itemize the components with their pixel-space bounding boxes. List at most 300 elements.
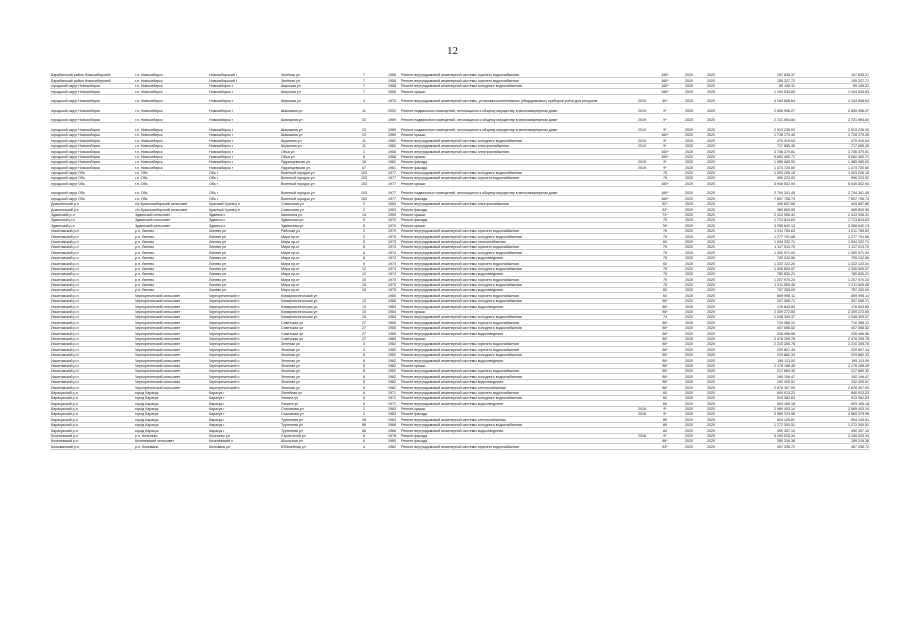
cell-house-number: 3 (354, 234, 374, 239)
cell-year-built: 1968 (384, 422, 400, 427)
cell-municipal-district: городской округ Обь (50, 181, 134, 186)
cell-locality: Новосибирск г (208, 132, 280, 137)
cell-settlement: г.п. Новосибирск (134, 132, 208, 137)
cell-year-built: 2002 (384, 104, 400, 114)
cell-municipal-district: Искитимский р-н (50, 336, 134, 341)
cell-settlement: р.п. Линево (134, 266, 208, 271)
cell-total-cost: 1 300 971.93 (722, 250, 796, 255)
cell-wear-percent: 60 (652, 390, 678, 395)
cell-work-type: Ремонт внутридомовой инженерной системы холодного водоснабжения (400, 170, 632, 175)
cell-street: Советская ул (280, 325, 354, 330)
cell-municipal-district: Искитимский р-н (50, 325, 134, 330)
cell-plan-start-year: 2020 (678, 401, 700, 406)
cell-locality: Линево рп (208, 255, 280, 260)
cell-settlement: Здвинский сельсовет (134, 212, 208, 217)
cell-fund-cost: 2 805 996.27 (796, 104, 870, 114)
cell-municipal-district: Карасукский р-н (50, 390, 134, 395)
cell-plan-end-year: 2020 (700, 288, 722, 293)
cell-locality: Карасук г (208, 395, 280, 400)
cell-fund-cost: 176 843.83 (796, 304, 870, 309)
cell-municipal-district: Искитимский р-н (50, 298, 134, 303)
cell-wear-percent: 75 (652, 255, 678, 260)
cell-total-cost: 710 368.12 (722, 320, 796, 325)
cell-year-built: 1975 (384, 277, 400, 282)
cell-plan-end-year: 2020 (700, 325, 722, 330)
cell-wear-percent: 96* (652, 325, 678, 330)
cell-fund-cost: 1 104 534.83 (796, 89, 870, 94)
cell-plan-end-year: 2020 (700, 196, 722, 201)
cell-plan-end-year: 2020 (700, 309, 722, 314)
cell-street: Мира пр-кт (280, 234, 354, 239)
cell-municipal-district: Колыванский р-н (50, 444, 134, 449)
cell-house-number: 11 (354, 138, 374, 143)
cell-plan-start-year: 2020 (678, 113, 700, 123)
cell-settlement: г.п. Новосибирск (134, 159, 208, 164)
cell-settlement: Чернореченский сельсовет (134, 293, 208, 298)
page-number: 12 (447, 45, 458, 57)
cell-settlement: город Карасук (134, 422, 208, 427)
cell-wear-percent: 9* (652, 138, 678, 143)
cell-fund-cost: 2 178 188.45 (796, 363, 870, 368)
cell-house-number: 4 (354, 347, 374, 352)
cell-municipal-district: Искитимский р-н (50, 368, 134, 373)
cell-plan-end-year: 2020 (700, 165, 722, 170)
cell-street: Мира пр-кт (280, 282, 354, 287)
cell-work-type: Ремонт внутридомовой инженерной системы, установка коллективных (общедомовых) приборов учета для ресурсов (400, 94, 632, 104)
cell-fund-cost: 1 473 720.60 (796, 165, 870, 170)
cell-settlement: город Карасук (134, 417, 208, 422)
cell-fund-cost: 1 300 971.93 (796, 250, 870, 255)
cell-municipal-district: Искитимский р-н (50, 358, 134, 363)
cell-plan-start-year: 2020 (678, 78, 700, 83)
cell-street: Зеленая ул (280, 352, 354, 357)
cell-street: Зеленая ул (280, 379, 354, 384)
cell-plan-start-year: 2020 (678, 244, 700, 249)
cell-plan-start-year: 2020 (678, 223, 700, 228)
cell-work-type: Ремонт фасада (400, 159, 632, 164)
cell-work-type: Ремонт внутридомовой инженерной системы горячего водоснабжения (400, 261, 632, 266)
cell-fund-cost: 1 117 013.70 (796, 244, 870, 249)
cell-municipal-district: Искитимский р-н (50, 341, 134, 346)
cell-wear-percent: 96* (652, 439, 678, 444)
cell-locality: Линево рп (208, 244, 280, 249)
cell-settlement: город Карасук (134, 395, 208, 400)
cell-fund-cost: 2 309 272.65 (796, 309, 870, 314)
cell-plan-start-year: 2020 (678, 212, 700, 217)
cell-municipal-district: Искитимский р-н (50, 320, 134, 325)
cell-locality: Чернореченский п (208, 315, 280, 320)
cell-locality: Линево рп (208, 234, 280, 239)
cell-total-cost: 289 316.38 (722, 439, 796, 444)
cell-house-number: 28 (354, 417, 374, 422)
cell-work-type: Ремонт внутридомовой инженерной системы холодного водоснабжения (400, 374, 632, 379)
cell-settlement: Чернореченский сельсовет (134, 379, 208, 384)
cell-fund-cost: 1 048 309.37 (796, 315, 870, 320)
cell-house-number: 9 (354, 261, 374, 266)
cell-work-type: Ремонт внутридомовой инженерной системы горячего водоснабжения (400, 228, 632, 233)
cell-municipal-district: городской округ Новосибирск (50, 94, 134, 104)
cell-total-cost: 2 704 341.45 (722, 186, 796, 196)
cell-year-built: 1971 (384, 390, 400, 395)
cell-plan-end-year: 2020 (700, 255, 722, 260)
cell-work-type: Ремонт внутридомовой инженерной системы теплоснабжения (400, 417, 632, 422)
cell-plan-end-year: 2020 (700, 341, 722, 346)
cell-inspection-year: 2018 (632, 412, 652, 417)
cell-municipal-district: Барабинский район Новосибирский (50, 78, 134, 83)
cell-house-number: 4 (354, 341, 374, 346)
cell-locality: Обь г (208, 181, 280, 186)
cell-plan-end-year: 2020 (700, 304, 722, 309)
cell-street: Советская ул (280, 331, 354, 336)
cell-street: Мира пр-кт (280, 271, 354, 276)
cell-plan-end-year: 2020 (700, 395, 722, 400)
cell-settlement: г.п. Обь (134, 196, 208, 201)
cell-year-built: 1969 (384, 439, 400, 444)
cell-locality: Чернореченский п (208, 325, 280, 330)
cell-street: Коммунистическая ул (280, 298, 354, 303)
cell-plan-start-year: 2020 (678, 104, 700, 114)
cell-locality: Коченевский п (208, 439, 280, 444)
cell-wear-percent: 96* (652, 336, 678, 341)
cell-plan-start-year: 2020 (678, 89, 700, 94)
cell-wear-percent: 60 (652, 293, 678, 298)
cell-inspection-year: 2019 (632, 104, 652, 114)
cell-settlement: г.п. Новосибирск (134, 123, 208, 133)
cell-street: Мира пр-кт (280, 250, 354, 255)
cell-house-number: 88 (354, 428, 374, 433)
cell-municipal-district: Здвинский р-н (50, 218, 134, 223)
cell-settlement: с/с Красносибирский сельсовет (134, 201, 208, 206)
cell-year-built: 1975 (384, 288, 400, 293)
cell-locality: Чернореченский п (208, 368, 280, 373)
cell-inspection-year: 2019 (632, 123, 652, 133)
cell-total-cost: 190 106.47 (722, 374, 796, 379)
cell-plan-end-year: 2020 (700, 89, 722, 94)
cell-total-cost: 1 003 206.18 (722, 170, 796, 175)
cell-wear-percent: 75 (652, 271, 678, 276)
cell-work-type: Ремонт внутридомовой инженерной системы холодного водоснабжения (400, 83, 632, 88)
cell-work-type: Ремонт внутридомовой инженерной системы горячего водоснабжения (400, 368, 632, 373)
cell-year-built: 1982 (384, 444, 400, 449)
cell-street: Совхозная ул (280, 207, 354, 212)
cell-house-number: 6 (354, 352, 374, 357)
cell-plan-start-year: 2020 (678, 143, 700, 148)
cell-municipal-district: городской округ Новосибирск (50, 149, 134, 154)
cell-wear-percent: 160* (652, 89, 678, 94)
cell-total-cost: 407 066.52 (722, 325, 796, 330)
cell-plan-start-year: 2020 (678, 94, 700, 104)
cell-municipal-district: городской округ Новосибирск (50, 104, 134, 114)
cell-settlement: Чернореченский сельсовет (134, 352, 208, 357)
cell-work-type: Ремонт фасада (400, 412, 632, 417)
cell-fund-cost: 503 165.18 (796, 401, 870, 406)
cell-work-type: Ремонт подвальных помещений, относящихся к общему имуществу в многоквартирном доме (400, 123, 632, 133)
cell-municipal-district: Искитимский р-н (50, 288, 134, 293)
cell-total-cost: 1 117 013.70 (722, 244, 796, 249)
cell-settlement: г.п. Обь (134, 176, 208, 181)
cell-total-cost: 228 496.96 (722, 331, 796, 336)
cell-street: Зеленая ул (280, 385, 354, 390)
cell-plan-start-year: 2020 (678, 154, 700, 159)
cell-fund-cost: 1 306 805.57 (796, 266, 870, 271)
cell-fund-cost: 229 807.44 (796, 347, 870, 352)
cell-street: Ленина ул (280, 401, 354, 406)
cell-locality: Линево рп (208, 239, 280, 244)
cell-wear-percent: 96* (652, 331, 678, 336)
cell-wear-percent: 75 (652, 266, 678, 271)
cell-settlement: Здвинский сельсовет (134, 218, 208, 223)
cell-plan-start-year: 2020 (678, 395, 700, 400)
cell-year-built: 1969 (384, 113, 400, 123)
cell-work-type: Ремонт внутридомовой инженерной системы теплоснабжения (400, 385, 632, 390)
cell-year-built: 1962 (384, 352, 400, 357)
cell-building (374, 104, 384, 114)
cell-settlement: г.п. Обь (134, 181, 208, 186)
cell-plan-start-year: 2020 (678, 433, 700, 438)
cell-plan-end-year: 2020 (700, 336, 722, 341)
cell-plan-start-year: 2020 (678, 234, 700, 239)
cell-inspection-year: 2019 (632, 165, 652, 170)
cell-house-number: 8 (354, 363, 374, 368)
cell-street: Стасовова ул (280, 412, 354, 417)
cell-plan-end-year: 2020 (700, 176, 722, 181)
cell-plan-end-year: 2020 (700, 315, 722, 320)
cell-total-cost: 3 169 025.34 (722, 433, 796, 438)
cell-municipal-district: Искитимский р-н (50, 309, 134, 314)
cell-plan-end-year: 2020 (700, 320, 722, 325)
cell-fund-cost: 1 211 509.48 (796, 282, 870, 287)
cell-work-type: Ремонт внутридомовой инженерной системы холодного водоснабжения (400, 234, 632, 239)
cell-wear-percent: 76 (652, 170, 678, 175)
cell-locality: Линево рп (208, 261, 280, 266)
cell-street: Коммунистическая ул (280, 309, 354, 314)
cell-fund-cost: 228 496.96 (796, 331, 870, 336)
cell-wear-percent: 89 (652, 417, 678, 422)
cell-wear-percent: 96* (652, 304, 678, 309)
cell-settlement: город Карасук (134, 401, 208, 406)
cell-total-cost: 3 969 379.96 (722, 412, 796, 417)
cell-work-type: Ремонт внутридомовой инженерной системы электроснабжения (400, 143, 632, 148)
cell-plan-start-year: 2020 (678, 255, 700, 260)
cell-total-cost: 2 913 236.00 (722, 123, 796, 133)
cell-work-type: Ремонт внутридомовой инженерной системы горячего водоснабжения (400, 444, 632, 449)
cell-plan-end-year: 2020 (700, 123, 722, 133)
cell-plan-start-year: 2020 (678, 304, 700, 309)
cell-locality: Новосибирск г (208, 143, 280, 148)
cell-settlement: Чернореченский сельсовет (134, 385, 208, 390)
cell-plan-end-year: 2020 (700, 244, 722, 249)
cell-fund-cost: 1 713 814.63 (796, 218, 870, 223)
cell-plan-start-year: 2020 (678, 218, 700, 223)
cell-plan-start-year: 2020 (678, 315, 700, 320)
cell-house-number: 14 (354, 212, 374, 217)
cell-house-number: 18 (354, 288, 374, 293)
cell-fund-cost: 710 368.12 (796, 320, 870, 325)
cell-total-cost: 1 104 534.83 (722, 89, 796, 94)
cell-street: Коммунистический ул (280, 293, 354, 298)
cell-year-built: 1963 (384, 406, 400, 411)
cell-fund-cost: 849 913.23 (796, 390, 870, 395)
cell-plan-start-year: 2020 (678, 159, 700, 164)
cell-year-built: 1962 (384, 379, 400, 384)
cell-locality: Колывань рп (208, 444, 280, 449)
cell-wear-percent: 9* (652, 104, 678, 114)
cell-locality: Новосибирск г (208, 159, 280, 164)
cell-fund-cost: 7 697 706.73 (796, 196, 870, 201)
cell-settlement: город Карасук (134, 406, 208, 411)
cell-total-cost: 1 207 970.24 (722, 277, 796, 282)
cell-locality: Новосибирск г (208, 138, 280, 143)
cell-house-number: 7 (354, 73, 374, 78)
cell-work-type: Ремонт внутридомовой инженерной системы холодного водоснабжения (400, 138, 632, 143)
cell-settlement: Чернореченский сельсовет (134, 298, 208, 303)
cell-work-type: Ремонт внутридомовой инженерной системы холодного водоснабжения (400, 395, 632, 400)
cell-fund-cost: 155 327.72 (796, 78, 870, 83)
cell-settlement: г.п. Новосибирск (134, 94, 208, 104)
cell-street: Мира пр-кт (280, 239, 354, 244)
cell-year-built: 1965 (384, 325, 400, 330)
cell-fund-cost: 780 830.21 (796, 271, 870, 276)
cell-settlement: р.п. Коченево (134, 433, 208, 438)
cell-wear-percent: 96* (652, 385, 678, 390)
cell-municipal-district: Карасукский р-н (50, 401, 134, 406)
cell-locality: Обь г (208, 196, 280, 201)
cell-street: Советская ул (280, 336, 354, 341)
cell-house-number: 6 (354, 401, 374, 406)
cell-plan-end-year: 2020 (700, 159, 722, 164)
cell-municipal-district: Искитимский р-н (50, 304, 134, 309)
cell-settlement: г.п. Новосибирск (134, 83, 208, 88)
cell-plan-start-year: 2020 (678, 379, 700, 384)
cell-work-type: Ремонт подвальных помещений, относящихся к общему имуществу в многоквартирном доме (400, 104, 632, 114)
cell-plan-end-year: 2020 (700, 368, 722, 373)
cell-plan-end-year: 2020 (700, 143, 722, 148)
cell-locality: Новосибирский г (208, 78, 280, 83)
cell-municipal-district: городской округ Новосибирск (50, 138, 134, 143)
cell-wear-percent: 9* (652, 165, 678, 170)
cell-total-cost: 1 544 332.71 (722, 239, 796, 244)
cell-plan-end-year: 2020 (700, 223, 722, 228)
cell-wear-percent: 75 (652, 282, 678, 287)
cell-wear-percent: 160* (652, 186, 678, 196)
cell-plan-end-year: 2020 (700, 282, 722, 287)
cell-year-built: 1975 (384, 282, 400, 287)
cell-locality: Линево рп (208, 282, 280, 287)
cell-locality: Новосибирск г (208, 83, 280, 88)
cell-plan-end-year: 2020 (700, 331, 722, 336)
cell-locality: Чернореченский п (208, 347, 280, 352)
cell-total-cost: 2 721 594.84 (722, 113, 796, 123)
cell-plan-start-year: 2020 (678, 186, 700, 196)
cell-fund-cost: 9 682 450.71 (796, 154, 870, 159)
cell-municipal-district: Карасукский р-н (50, 406, 134, 411)
cell-total-cost: 365 805.55 (722, 207, 796, 212)
cell-municipal-district: городской округ Новосибирск (50, 83, 134, 88)
cell-fund-cost: 504 125.81 (796, 417, 870, 422)
cell-house-number: 5 (354, 239, 374, 244)
cell-municipal-district: Искитимский р-н (50, 374, 134, 379)
cell-locality: Здвинск с (208, 218, 280, 223)
cell-wear-percent: 76 (652, 218, 678, 223)
cell-plan-end-year: 2020 (700, 170, 722, 175)
cell-wear-percent: 76* (652, 223, 678, 228)
cell-house-number: 11 (354, 143, 374, 148)
cell-settlement: г.п. Обь (134, 170, 208, 175)
cell-house-number: 8 (354, 379, 374, 384)
cell-work-type: Ремонт внутридомовой инженерной системы горячего водоснабжения (400, 176, 632, 181)
cell-work-type: Ремонт внутридомовой инженерной системы водоотведения (400, 304, 632, 309)
cell-plan-start-year: 2020 (678, 201, 700, 206)
cell-wear-percent: 75 (652, 234, 678, 239)
cell-wear-percent: 160* (652, 78, 678, 83)
table-row (50, 444, 870, 449)
cell-year-built: 1965 (384, 293, 400, 298)
cell-plan-start-year: 2020 (678, 176, 700, 181)
cell-total-cost: 757 253.09 (722, 288, 796, 293)
cell-fund-cost: 757 253.09 (796, 288, 870, 293)
cell-plan-start-year: 2020 (678, 277, 700, 282)
cell-fund-cost: 5 945 502.94 (796, 181, 870, 186)
cell-fund-cost: 1 544 332.71 (796, 239, 870, 244)
cell-year-built: 1969 (384, 123, 400, 133)
cell-fund-cost: 869 996.11 (796, 293, 870, 298)
cell-wear-percent: 96* (652, 379, 678, 384)
cell-municipal-district: Карасукский р-н (50, 395, 134, 400)
cell-locality: Новосибирск г (208, 154, 280, 159)
cell-plan-end-year: 2020 (700, 363, 722, 368)
cell-house-number: 19 (354, 277, 374, 282)
cell-street: Мира пр-кт (280, 288, 354, 293)
cell-settlement: г.п. Новосибирск (134, 143, 208, 148)
cell-plan-end-year: 2020 (700, 228, 722, 233)
cell-locality: Чернореченский п (208, 358, 280, 363)
cell-fund-cost: 157 635.37 (796, 73, 870, 78)
cell-plan-start-year: 2020 (678, 417, 700, 422)
cell-work-type: Ремонт крыши (400, 336, 632, 341)
cell-plan-start-year: 2020 (678, 239, 700, 244)
cell-total-cost: 4 164 608.64 (722, 94, 796, 104)
cell-inspection-year: 2019 (632, 138, 652, 143)
cell-fund-cost: 307 065.71 (796, 298, 870, 303)
cell-house-number: 103 (354, 170, 374, 175)
cell-settlement: р.п. Линево (134, 271, 208, 276)
cell-year-built: 1977 (384, 176, 400, 181)
cell-year-built: 1976 (384, 433, 400, 438)
cell-plan-end-year: 2020 (700, 379, 722, 384)
cell-total-cost: 906 223.92 (722, 176, 796, 181)
cell-year-built: 1965 (384, 331, 400, 336)
cell-fund-cost: 229 882.33 (796, 352, 870, 357)
cell-house-number: 27 (354, 325, 374, 330)
cell-year-built: 1962 (384, 347, 400, 352)
cell-fund-cost: 2 913 236.00 (796, 123, 870, 133)
cell-fund-cost: 2 210 305.78 (796, 341, 870, 346)
cell-settlement: Чернореченский сельсовет (134, 320, 208, 325)
table-row (50, 104, 870, 114)
cell-locality: Чернореченский п (208, 352, 280, 357)
cell-house-number: 7 (354, 89, 374, 94)
cell-fund-cost: 1 728 279.45 (796, 132, 870, 137)
cell-wear-percent: 92* (652, 207, 678, 212)
cell-fund-cost: 449 857.86 (796, 201, 870, 206)
cell-house-number: 27 (354, 331, 374, 336)
cell-wear-percent: 160* (652, 132, 678, 137)
cell-house-number: 23 (354, 123, 374, 133)
cell-house-number: 67 (354, 165, 374, 170)
cell-plan-end-year: 2020 (700, 138, 722, 143)
cell-municipal-district: Барабинский район Новосибирский (50, 73, 134, 78)
cell-house-number: 6 (354, 439, 374, 444)
